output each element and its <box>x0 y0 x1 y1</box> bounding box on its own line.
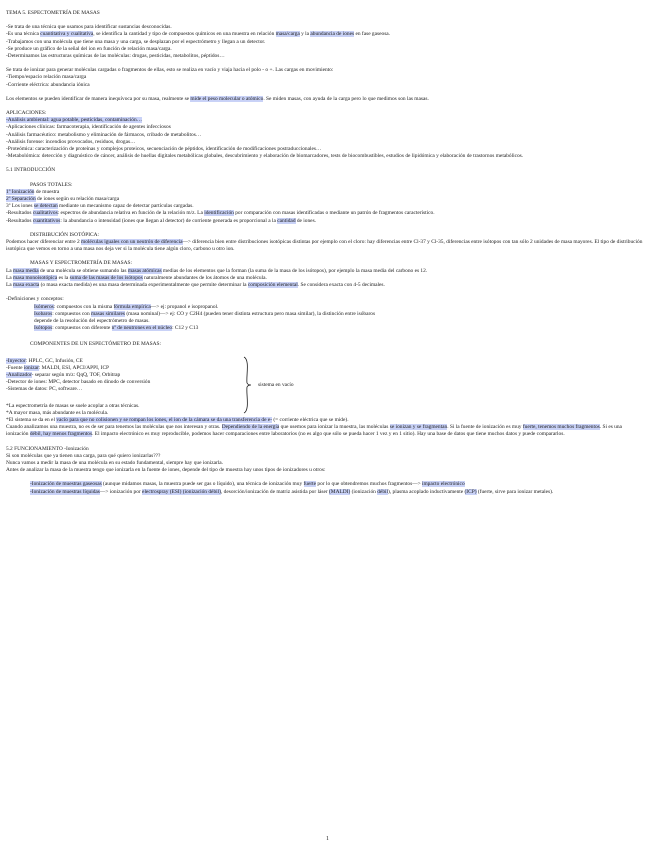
steps-heading: PASOS TOTALES: <box>30 181 73 188</box>
highlighted-text: cuantitativa y cualitativa <box>40 31 94 38</box>
text-run: Podemos hacer diferenciar entre 2 <box>6 239 81 246</box>
text-run: —> ionización por <box>99 488 143 495</box>
text-run: Cuando analizamos una muestra, no es de ser para tenemos las moléculas que nos interesan y otras. <box>6 424 222 431</box>
highlighted-text: identificación <box>204 210 234 217</box>
highlighted-text: 2º Separación <box>6 196 36 203</box>
text-run: 3º Los iones <box>6 203 34 210</box>
section-heading-5-2: 5.2 FUNCIONAMIENTO -Ionización <box>6 445 89 452</box>
text-run: *La espectrometría de masas se suele acoplar a otras técnicas. <box>6 402 140 409</box>
highlighted-text: masas similares <box>91 310 126 317</box>
notes-line <box>6 403 644 410</box>
text-run: de iones. <box>295 217 317 224</box>
components-list <box>6 358 644 394</box>
highlighted-text: suma de las masas de los isótopos <box>69 274 143 281</box>
highlighted-text: Dependiendo de la energía <box>221 424 280 431</box>
text-run: : HPLC, GC, Infusión, CE <box>25 357 83 364</box>
text-run: : compuestos con <box>52 310 92 317</box>
text-run: (masa nominal)—> ej: CO y C2H4 (pueden tener distinta estructura pero masa similar), la distinción entre isóbaros <box>125 310 376 317</box>
document-title: TEMA 5. ESPECTOMETRÍA DE MASAS <box>6 10 100 16</box>
text-run: : espectros de abundancia relativa en función de la relación m/z. La <box>57 210 205 217</box>
text-run: Antes de analizar la masa de la muestra tengo que ionizarla en la fuente de iones, depende del tipo de muestra hay unos tipos de ionizadores u otros: <box>6 467 326 474</box>
highlighted-text: fuerte <box>303 481 317 488</box>
highlighted-text: masa exacta <box>13 282 40 289</box>
highlighted-text: -Análisis ambiental: agua potable, pesticidas, contaminación… <box>6 117 143 124</box>
text-run: Los elementos se pueden identificar de manera inequívoca por su masa, realmente se <box>6 95 191 102</box>
ionization-line <box>6 467 644 474</box>
ionize-block <box>6 67 644 89</box>
highlighted-text: débil, hay menos fragmentos <box>29 431 93 438</box>
ionization-types-list <box>6 481 644 495</box>
mass-block <box>6 268 644 290</box>
text-run: -Detector de iones: MPC, detector basado en dinodo de conversión <box>6 379 151 386</box>
ionization-block <box>6 453 644 475</box>
highlighted-text: Isótopos <box>34 325 53 332</box>
text-run: -Resultados <box>6 210 33 217</box>
highlighted-text: masa/carga <box>275 31 300 38</box>
mass-line <box>6 282 644 289</box>
text-run: -Análisis forense: incendios provocados, residuos, drogas… <box>6 138 136 145</box>
text-run: . El impacto electrónico es muy reproducible, podemos hacer comparaciones entre laboratorios (no es algo que sólo se pueda hacer 1 vez y en 1 sitio). Hay una base de datos que tiene muchos datos y puede compararlos. <box>92 431 565 438</box>
text-run: mediante un mecanismo capaz de detectar partículas cargadas. <box>57 203 194 210</box>
text-run: : compuestos con diferente <box>52 325 112 332</box>
text-run: de muestra <box>34 188 60 195</box>
vacuum-system-label: sistema en vacío <box>258 381 294 388</box>
components-heading: COMPONENTES DE UN ESPECTÓMETRO DE MASAS: <box>30 341 162 348</box>
intro-line <box>6 53 644 60</box>
intro-line <box>6 31 644 38</box>
steps-line <box>6 189 644 196</box>
text-run: : C12 y C13 <box>172 325 199 332</box>
text-run: (fuerte, sirve para ionizar metales). <box>476 488 554 495</box>
highlighted-text: Isómeros <box>34 303 54 310</box>
mass-heading: MASAS Y ESPECTROMETRÍA DE MASAS: <box>30 260 133 267</box>
highlighted-text: -Inyector <box>6 357 26 364</box>
text-run: -Análisis farmacéutico: metabolismo y eliminación de fármacos, cribado de metabolitos… <box>6 131 202 138</box>
text-run: . Se miden masas, con ayuda de la carga pero lo que medimos son las masas. <box>263 95 429 102</box>
curly-brace-icon <box>242 356 252 414</box>
text-run: de una molécula se obtiene sumando las <box>38 267 128 274</box>
definitions-line <box>34 325 644 332</box>
highlighted-text: electrospray (ESI) (ionización débil) <box>142 488 221 495</box>
ionization-types-line <box>30 489 644 496</box>
notes-line <box>6 410 644 417</box>
page-number: 1 <box>326 836 329 842</box>
text-run: -Proteómica: caracterización de proteínas y complejos proteicos, secuenciación de péptidos, identificación de modificaciones postraduccionales… <box>6 146 322 153</box>
isotopic-line <box>6 239 644 253</box>
text-run: (o masa exacta medida) es una masa determinada experimentalmente que permite determinar la <box>39 282 248 289</box>
components-line <box>6 379 644 386</box>
components-line <box>6 386 644 393</box>
text-run: depende de la resolución del espectrómetro de masas. <box>34 317 150 324</box>
steps-list <box>6 189 644 225</box>
text-run: -Se produce un gráfico de la señal del ion en función de relación masa/carga. <box>6 45 172 52</box>
highlighted-text: masa monoisotópica <box>13 274 58 281</box>
applications-heading: APLICACIONES: <box>6 110 47 117</box>
text-run: -Es una técnica <box>6 31 41 38</box>
notes-block <box>6 403 644 439</box>
text-run: - separar según m/z: QqQ, TOF, Orbitrap <box>31 371 121 378</box>
text-run: y la <box>299 31 311 38</box>
elements-block <box>6 96 644 103</box>
highlighted-text: cuantitativos <box>32 217 61 224</box>
components-line <box>6 365 644 372</box>
text-run: medias de los elementos que la forman (la suma de la masa de los isótopos), por ejemplo la masa media del carbono es 12. <box>161 267 428 274</box>
text-run: en fase gaseosa. <box>354 31 391 38</box>
elements-line <box>6 96 644 103</box>
text-run: , se identifica la cantidad y tipo de compuestos químicos en una muestra en relación <box>93 31 276 38</box>
text-run: —> ej: propanol e isopropanol. <box>150 303 219 310</box>
applications-line <box>6 139 644 146</box>
text-run: -Trabajamos con una molécula que tiene una masa y una carga, se desplazan por el espectrómetro y llegan a un detector. <box>6 38 266 45</box>
highlighted-text: 1º Ionización <box>6 188 35 195</box>
highlighted-text: débil <box>377 488 389 495</box>
text-run: -Metabolómica: detección y diagnóstico de cáncer, análisis de huellas digitales metabólicas globales, descubrimiento y elaboración de biomarcadores, tests de biocombustibles, estudios de lipidómica y elaboración de trastornos metabólicos. <box>6 153 524 160</box>
ionization-line <box>6 453 644 460</box>
intro-block <box>6 24 644 60</box>
text-run: La <box>6 267 14 274</box>
text-run: por lo que obtendremos muchos fragmentos—> <box>316 481 422 488</box>
highlighted-text: masa media <box>13 267 39 274</box>
applications-line <box>6 146 644 153</box>
text-run: . Si la fuente de ionización es muy <box>447 424 523 431</box>
isotopic-block <box>6 239 644 253</box>
definitions-line <box>34 304 644 311</box>
applications-list <box>6 117 644 160</box>
highlighted-text: -Ionización de muestras líquidas <box>30 488 100 495</box>
definitions-heading: -Definiciones y conceptos: <box>6 296 64 303</box>
mass-line <box>6 268 644 275</box>
applications-line <box>6 132 644 139</box>
text-run: -Resultados <box>6 217 33 224</box>
highlighted-text: masas atómicas <box>127 267 162 274</box>
highlighted-text: ionizar <box>23 364 39 371</box>
text-run: : la abundancia o intensidad (iones que llegan al detector) de corriente generada es proporcional a la <box>60 217 278 224</box>
text-run: -Se trata de una técnica que usamos para identificar sustancias desconocidas. <box>6 24 172 31</box>
components-block <box>6 358 644 394</box>
text-run: —> diferencia bien entre distribuciones isotópicas distintas por ejemplo con el cloro: hay diferencias entre Cl-37 y Cl-35, diferencias entre isótopos con tan sólo 2 unidades de masa mayores. El tipo de distribución isotópica que vemos en torno a una masa nos deja ver si la molécula tiene algún cloro, carbono u otro ion. <box>6 239 643 253</box>
text-run: . Se considera exacta con 4-5 decimales. <box>297 282 385 289</box>
text-run: -Sistemas de datos: PC, software… <box>6 386 83 393</box>
highlighted-text: -Analizador <box>6 371 32 378</box>
ionize-line <box>6 74 644 81</box>
definitions-list <box>6 304 644 333</box>
text-run: ), plasma acoplado inductivamente <box>388 488 465 495</box>
text-run: -Fuente <box>6 364 24 371</box>
text-run: La <box>6 274 14 281</box>
mass-line <box>6 275 644 282</box>
text-run: Si son moléculas que ya tienen una carga, para qué quiero ionizarlas??? <box>6 452 161 459</box>
ionize-line <box>6 67 644 74</box>
text-run: La <box>6 282 14 289</box>
intro-line <box>6 39 644 46</box>
highlighted-text: moléculas iguales con un neutrón de diferencia <box>81 239 183 246</box>
components-line <box>6 358 644 365</box>
text-run: -Aplicaciones clínicas: farmacoterapia, identificación de agentes infecciosos <box>6 124 171 131</box>
highlighted-text: composición elemental <box>247 282 298 289</box>
text-run: , desorción/ionización de matriz asistida por láser <box>220 488 330 495</box>
intro-line <box>6 46 644 53</box>
highlighted-text: impacto electrónico <box>421 481 465 488</box>
highlighted-text: vacío para que no colisionen y se rompan los iones, el ion de la cámara se da una transferencia de e- <box>56 416 273 423</box>
steps-line <box>6 196 644 203</box>
highlighted-text: abundancia de iones <box>310 31 355 38</box>
text-run: que usemos para ionizar la muestra, las moléculas <box>279 424 390 431</box>
text-run: *El sistema se da en el <box>6 416 57 423</box>
ionization-types-line <box>30 481 644 488</box>
ionize-line <box>6 82 644 89</box>
text-run: es la <box>57 274 70 281</box>
isotopic-heading: DISTRIBUCIÓN ISOTÓPICA: <box>30 231 100 238</box>
text-run: de iones según su relación masa/carga <box>35 196 120 203</box>
text-run: . Si es una ionización <box>6 424 622 438</box>
components-line <box>6 372 644 379</box>
text-run: naturalmente abundantes de los átomos de una molécula. <box>142 274 267 281</box>
text-run: (ionización <box>350 488 378 495</box>
highlighted-text: nº de neutrones en el núcleo <box>111 325 173 332</box>
highlighted-text: (MALDI) <box>329 488 351 495</box>
text-run: (aunque midamos masas, la muestra puede ser gas o líquido), una técnica de ionización muy <box>101 481 304 488</box>
highlighted-text: cantidad <box>277 217 296 224</box>
text-run: por comparación con masas identificadas o mediante un patrón de fragmentos característico. <box>233 210 435 217</box>
highlighted-text: fórmula empírica <box>113 303 151 310</box>
applications-line <box>6 124 644 131</box>
text-run: -Corriente eléctrica: abundancia iónica <box>6 81 90 88</box>
text-run: Se trata de ionizar para generar moléculas cargadas o fragmentos de ellas, esto se realiza en vacío y viaja hacia el polo - o +. Las cargas en movimiento: <box>6 67 334 74</box>
highlighted-text: Isobaros <box>34 310 53 317</box>
text-run: (= corriente eléctrica que se mide). <box>272 416 349 423</box>
highlighted-text: (ICP) <box>464 488 477 495</box>
steps-line <box>6 218 644 225</box>
steps-line <box>6 210 644 217</box>
highlighted-text: cualitativos <box>32 210 58 217</box>
text-run: : MALDI, ESI, APCI/APPI, ICP <box>38 364 110 371</box>
notes-line <box>6 424 644 438</box>
text-run: -Tiempo/espacio relación masa/carga <box>6 74 87 81</box>
highlighted-text: se detectan <box>33 203 58 210</box>
highlighted-text: se ionizan y se fragmentan <box>389 424 448 431</box>
text-run: : compuestos con la misma <box>53 303 114 310</box>
highlighted-text: fuerte, tenemos muchos fragmentos <box>522 424 600 431</box>
text-run: -Determinamos las estructuras químicas de las moléculas: drogas, pesticidas, metabolitos, péptidos… <box>6 53 225 60</box>
highlighted-text: mide el peso molecular o atómico <box>190 95 264 102</box>
text-run: Nunca vamos a medir la masa de una molécula en su estado fundamental, siempre hay que ionizarla. <box>6 459 224 466</box>
document-page <box>6 10 644 496</box>
text-run: *A mayor masa, más abundante es la molécula. <box>6 409 109 416</box>
applications-line <box>6 153 644 160</box>
definitions-line <box>34 311 644 318</box>
highlighted-text: -Ionización de muestras gaseosas <box>30 481 102 488</box>
section-heading-5-1: 5.1 INTRODUCCIÓN <box>6 167 56 174</box>
